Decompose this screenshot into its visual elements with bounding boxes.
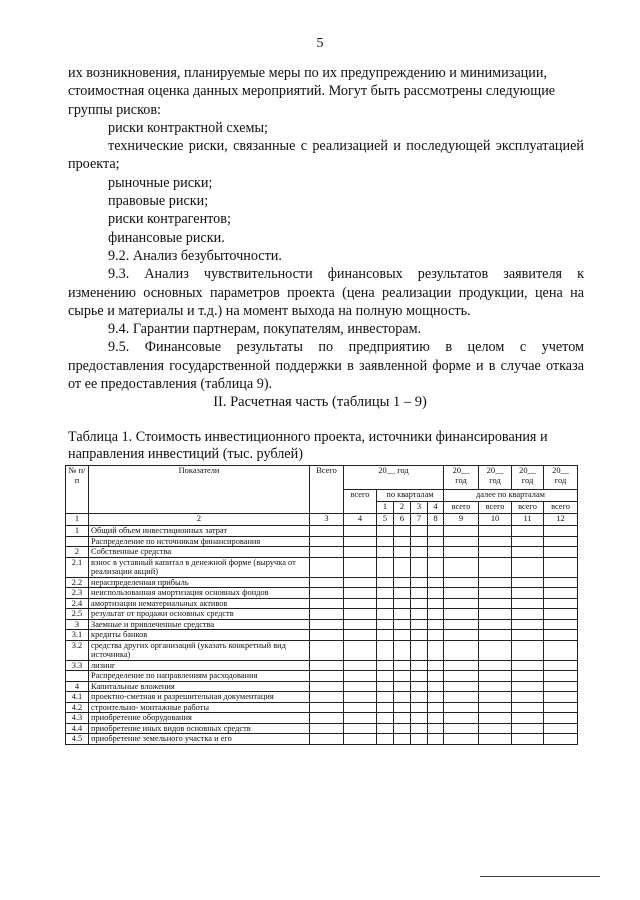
value-cell [444, 557, 479, 577]
value-cell [394, 557, 411, 577]
value-cell [377, 692, 394, 703]
value-cell [428, 536, 444, 547]
value-cell [310, 609, 344, 620]
value-cell [479, 609, 512, 620]
value-cell [310, 536, 344, 547]
row-number [66, 671, 89, 682]
row-number: 2.3 [66, 588, 89, 599]
value-cell [479, 557, 512, 577]
value-cell [394, 619, 411, 630]
value-cell [512, 640, 544, 660]
table-row [66, 577, 578, 588]
value-cell [512, 630, 544, 641]
section-title: II. Расчетная часть (таблицы 1 – 9) [213, 394, 427, 410]
header-year: 20__ год [444, 466, 479, 490]
column-number: 4 [344, 514, 377, 526]
value-cell [394, 671, 411, 682]
value-cell [411, 723, 428, 734]
value-cell [479, 723, 512, 734]
text-line: их возникновения, планируемые меры по их предупреждению и минимизации, [68, 65, 547, 81]
risk-item: правовые риски; [108, 193, 209, 210]
value-cell [479, 598, 512, 609]
value-cell [394, 692, 411, 703]
risk-item: риски контрагентов; [108, 211, 231, 228]
value-cell [479, 734, 512, 745]
value-cell [377, 588, 394, 599]
value-cell [544, 588, 578, 599]
value-cell [479, 702, 512, 713]
header-year: 20__ год [544, 466, 578, 490]
table-row [66, 640, 578, 660]
value-cell [344, 619, 377, 630]
row-indicator: амортизация нематериальных активов [89, 598, 310, 609]
column-number: 12 [544, 514, 578, 526]
value-cell [428, 557, 444, 577]
value-cell [428, 609, 444, 620]
value-cell [444, 619, 479, 630]
value-cell [544, 598, 578, 609]
value-cell [377, 640, 394, 660]
column-number: 5 [377, 514, 394, 526]
table-row [66, 660, 578, 671]
header-quarter: 4 [428, 502, 444, 514]
value-cell [444, 588, 479, 599]
column-number: 8 [428, 514, 444, 526]
paragraph-9-4: 9.4. Гарантии партнерам, покупателям, инвесторам. [108, 321, 422, 338]
value-cell [479, 681, 512, 692]
value-cell [479, 526, 512, 537]
row-number: 2 [66, 547, 89, 558]
value-cell [444, 671, 479, 682]
value-cell [344, 640, 377, 660]
text-line: группы рисков: [68, 101, 161, 118]
value-cell [479, 619, 512, 630]
table-row [66, 734, 578, 745]
value-cell [544, 577, 578, 588]
value-cell [444, 713, 479, 724]
table-row [66, 630, 578, 641]
value-cell [411, 702, 428, 713]
value-cell [310, 577, 344, 588]
value-cell [310, 557, 344, 577]
value-cell [377, 619, 394, 630]
value-cell [512, 619, 544, 630]
value-cell [377, 526, 394, 537]
value-cell [444, 609, 479, 620]
value-cell [411, 681, 428, 692]
value-cell [377, 630, 394, 641]
investment-table [65, 465, 578, 745]
table-row [66, 526, 578, 537]
header-year: 20__ год [512, 466, 544, 490]
row-indicator: проектно-сметная и разрешительная документация [89, 692, 310, 703]
value-cell [512, 526, 544, 537]
value-cell [444, 723, 479, 734]
value-cell [310, 713, 344, 724]
column-number: 1 [66, 514, 89, 526]
value-cell [377, 681, 394, 692]
value-cell [394, 588, 411, 599]
value-cell [428, 660, 444, 671]
row-indicator: результат от продажи основных средств [89, 609, 310, 620]
table-row [66, 713, 578, 724]
value-cell [394, 660, 411, 671]
paragraph-9-5: 9.5. Финансовые результаты по предприятию в целом с учетом предоставления государственной поддержки в заявленной форме и в случае отказа от ее предоставления (таблица 9). [68, 339, 584, 393]
row-number: 4.5 [66, 734, 89, 745]
row-number [66, 536, 89, 547]
value-cell [310, 723, 344, 734]
value-cell [411, 598, 428, 609]
value-cell [344, 630, 377, 641]
page-number: 5 [316, 36, 324, 51]
value-cell [544, 619, 578, 630]
value-cell [344, 557, 377, 577]
value-cell [394, 734, 411, 745]
table-row [66, 588, 578, 599]
paragraph-9-2: 9.2. Анализ безубыточности. [108, 247, 282, 264]
column-number-row [66, 514, 578, 526]
value-cell [512, 609, 544, 620]
value-cell [411, 630, 428, 641]
footer-rule [480, 876, 600, 877]
value-cell [394, 577, 411, 588]
risk-item: риски контрактной схемы; [108, 119, 268, 136]
value-cell [344, 702, 377, 713]
row-number: 3 [66, 619, 89, 630]
row-number: 3.1 [66, 630, 89, 641]
value-cell [444, 598, 479, 609]
header-quarter: 3 [411, 502, 428, 514]
row-indicator: приобретение иных видов основных средств [89, 723, 310, 734]
value-cell [411, 619, 428, 630]
value-cell [344, 681, 377, 692]
value-cell [479, 536, 512, 547]
row-indicator: кредиты банков [89, 630, 310, 641]
value-cell [428, 598, 444, 609]
row-indicator: строительно- монтажные работы [89, 702, 310, 713]
row-number: 2.5 [66, 609, 89, 620]
value-cell [444, 681, 479, 692]
value-cell [310, 660, 344, 671]
value-cell [512, 734, 544, 745]
value-cell [428, 588, 444, 599]
value-cell [411, 557, 428, 577]
value-cell [428, 681, 444, 692]
value-cell [394, 723, 411, 734]
value-cell [377, 577, 394, 588]
value-cell [479, 577, 512, 588]
value-cell [310, 630, 344, 641]
value-cell [344, 671, 377, 682]
row-indicator: взнос в уставный капитал в денежной форме (выручка от реализации акций) [89, 557, 310, 577]
row-number: 2.2 [66, 577, 89, 588]
value-cell [444, 547, 479, 558]
table-row [66, 692, 578, 703]
row-indicator: Распределение по источникам финансирования [89, 536, 310, 547]
row-indicator: Капитальные вложения [89, 681, 310, 692]
value-cell [411, 526, 428, 537]
row-number: 4 [66, 681, 89, 692]
value-cell [344, 609, 377, 620]
row-indicator: неиспользованная амортизация основных фондов [89, 588, 310, 599]
value-cell [394, 681, 411, 692]
row-number: 4.2 [66, 702, 89, 713]
value-cell [377, 702, 394, 713]
table-row [66, 723, 578, 734]
value-cell [411, 547, 428, 558]
value-cell [544, 557, 578, 577]
header-year: 20__ год [344, 466, 444, 490]
value-cell [479, 692, 512, 703]
table-row [66, 681, 578, 692]
table-row [66, 536, 578, 547]
value-cell [394, 526, 411, 537]
value-cell [344, 536, 377, 547]
column-number: 2 [89, 514, 310, 526]
value-cell [344, 588, 377, 599]
value-cell [377, 547, 394, 558]
value-cell [544, 547, 578, 558]
value-cell [428, 723, 444, 734]
value-cell [512, 536, 544, 547]
value-cell [444, 526, 479, 537]
value-cell [479, 588, 512, 599]
value-cell [394, 536, 411, 547]
value-cell [428, 671, 444, 682]
header-further-quarters: далее по кварталам [444, 490, 578, 502]
row-indicator: Заемные и привлеченные средства [89, 619, 310, 630]
value-cell [310, 619, 344, 630]
table-row [66, 557, 578, 577]
value-cell [344, 577, 377, 588]
column-number: 3 [310, 514, 344, 526]
value-cell [428, 526, 444, 537]
value-cell [310, 547, 344, 558]
value-cell [444, 640, 479, 660]
value-cell [512, 588, 544, 599]
value-cell [411, 660, 428, 671]
value-cell [428, 619, 444, 630]
value-cell [377, 734, 394, 745]
value-cell [428, 692, 444, 703]
value-cell [544, 734, 578, 745]
value-cell [544, 660, 578, 671]
value-cell [512, 671, 544, 682]
value-cell [444, 660, 479, 671]
value-cell [544, 630, 578, 641]
column-number: 11 [512, 514, 544, 526]
value-cell [377, 713, 394, 724]
value-cell [479, 630, 512, 641]
value-cell [544, 681, 578, 692]
value-cell [310, 681, 344, 692]
value-cell [411, 536, 428, 547]
row-indicator: нераспределенная прибыль [89, 577, 310, 588]
value-cell [444, 702, 479, 713]
row-number: 3.2 [66, 640, 89, 660]
value-cell [344, 526, 377, 537]
header-total: Всего [310, 466, 344, 514]
value-cell [444, 536, 479, 547]
header-indicators: Показатели [89, 466, 310, 514]
row-number: 3.3 [66, 660, 89, 671]
value-cell [377, 557, 394, 577]
value-cell [479, 713, 512, 724]
row-indicator: Общий объем инвестиционных затрат [89, 526, 310, 537]
value-cell [310, 526, 344, 537]
table-body [66, 526, 578, 745]
header-by-quarters: по кварталам [377, 490, 444, 502]
value-cell [394, 640, 411, 660]
value-cell [512, 660, 544, 671]
value-cell [344, 547, 377, 558]
row-number: 2.1 [66, 557, 89, 577]
value-cell [479, 547, 512, 558]
header-quarter: 2 [394, 502, 411, 514]
value-cell [377, 536, 394, 547]
table-row [66, 619, 578, 630]
value-cell [344, 660, 377, 671]
value-cell [512, 723, 544, 734]
value-cell [377, 598, 394, 609]
value-cell [394, 609, 411, 620]
value-cell [428, 630, 444, 641]
value-cell [411, 577, 428, 588]
value-cell [344, 713, 377, 724]
row-indicator: Собственные средства [89, 547, 310, 558]
value-cell [544, 609, 578, 620]
row-number: 2.4 [66, 598, 89, 609]
value-cell [444, 734, 479, 745]
value-cell [377, 723, 394, 734]
value-cell [394, 702, 411, 713]
value-cell [394, 713, 411, 724]
value-cell [479, 640, 512, 660]
value-cell [394, 547, 411, 558]
value-cell [444, 577, 479, 588]
value-cell [512, 681, 544, 692]
value-cell [310, 671, 344, 682]
header-year: 20__ год [479, 466, 512, 490]
header-vsego: всего [479, 502, 512, 514]
row-indicator: приобретение оборудования [89, 713, 310, 724]
value-cell [344, 723, 377, 734]
table-row [66, 547, 578, 558]
row-number: 1 [66, 526, 89, 537]
value-cell [344, 598, 377, 609]
value-cell [428, 702, 444, 713]
value-cell [310, 640, 344, 660]
header-vsego: всего [544, 502, 578, 514]
value-cell [344, 734, 377, 745]
value-cell [394, 598, 411, 609]
table-row [66, 598, 578, 609]
value-cell [512, 547, 544, 558]
row-number: 4.4 [66, 723, 89, 734]
value-cell [428, 734, 444, 745]
value-cell [544, 702, 578, 713]
value-cell [544, 640, 578, 660]
column-number: 7 [411, 514, 428, 526]
table-row [66, 702, 578, 713]
paragraph-9-3: 9.3. Анализ чувствительности финансовых результатов заявителя к изменению основных параметров проекта (цена реализации продукции, цена на сырье и материалы и т.д.) на момент выхода на полную мощность. [68, 266, 584, 319]
value-cell [479, 671, 512, 682]
value-cell [428, 577, 444, 588]
value-cell [479, 660, 512, 671]
value-cell [428, 713, 444, 724]
header-no: № п/п [66, 466, 89, 514]
value-cell [411, 671, 428, 682]
value-cell [310, 734, 344, 745]
header-vsego: всего [344, 490, 377, 514]
value-cell [411, 588, 428, 599]
table-row [66, 609, 578, 620]
value-cell [310, 702, 344, 713]
value-cell [411, 609, 428, 620]
table-caption: Таблица 1. Стоимость инвестиционного проекта, источники финансирования и направления инвестиций (тыс. рублей) [68, 429, 548, 462]
value-cell [377, 609, 394, 620]
value-cell [512, 702, 544, 713]
row-number: 4.1 [66, 692, 89, 703]
value-cell [512, 713, 544, 724]
value-cell [512, 577, 544, 588]
value-cell [544, 671, 578, 682]
value-cell [512, 692, 544, 703]
column-number: 6 [394, 514, 411, 526]
value-cell [310, 598, 344, 609]
row-number: 4.3 [66, 713, 89, 724]
value-cell [544, 536, 578, 547]
value-cell [310, 692, 344, 703]
value-cell [377, 660, 394, 671]
value-cell [544, 692, 578, 703]
text-line: стоимостная оценка данных мероприятий. Могут быть рассмотрены следующие [68, 83, 556, 100]
value-cell [411, 692, 428, 703]
risk-item: рыночные риски; [108, 174, 213, 191]
value-cell [428, 547, 444, 558]
header-vsego: всего [512, 502, 544, 514]
column-number: 10 [479, 514, 512, 526]
header-quarter: 1 [377, 502, 394, 514]
value-cell [444, 630, 479, 641]
risk-text [68, 64, 584, 393]
value-cell [411, 713, 428, 724]
value-cell [377, 671, 394, 682]
row-indicator: Распределение по направлениям расходования [89, 671, 310, 682]
risk-item: финансовые риски. [108, 229, 225, 246]
row-indicator: приобретение земельного участка и его [89, 734, 310, 745]
value-cell [544, 713, 578, 724]
row-indicator: лизинг [89, 660, 310, 671]
value-cell [411, 734, 428, 745]
value-cell [512, 598, 544, 609]
value-cell [394, 630, 411, 641]
value-cell [310, 588, 344, 599]
value-cell [512, 557, 544, 577]
value-cell [544, 723, 578, 734]
value-cell [344, 692, 377, 703]
header-vsego: всего [444, 502, 479, 514]
risk-item: технические риски, связанные с реализацией и последующей эксплуатацией проекта; [68, 138, 584, 173]
row-indicator: средства других организаций (указать конкретный вид источника) [89, 640, 310, 660]
column-number: 9 [444, 514, 479, 526]
value-cell [428, 640, 444, 660]
value-cell [444, 692, 479, 703]
table-row [66, 671, 578, 682]
value-cell [544, 526, 578, 537]
value-cell [411, 640, 428, 660]
